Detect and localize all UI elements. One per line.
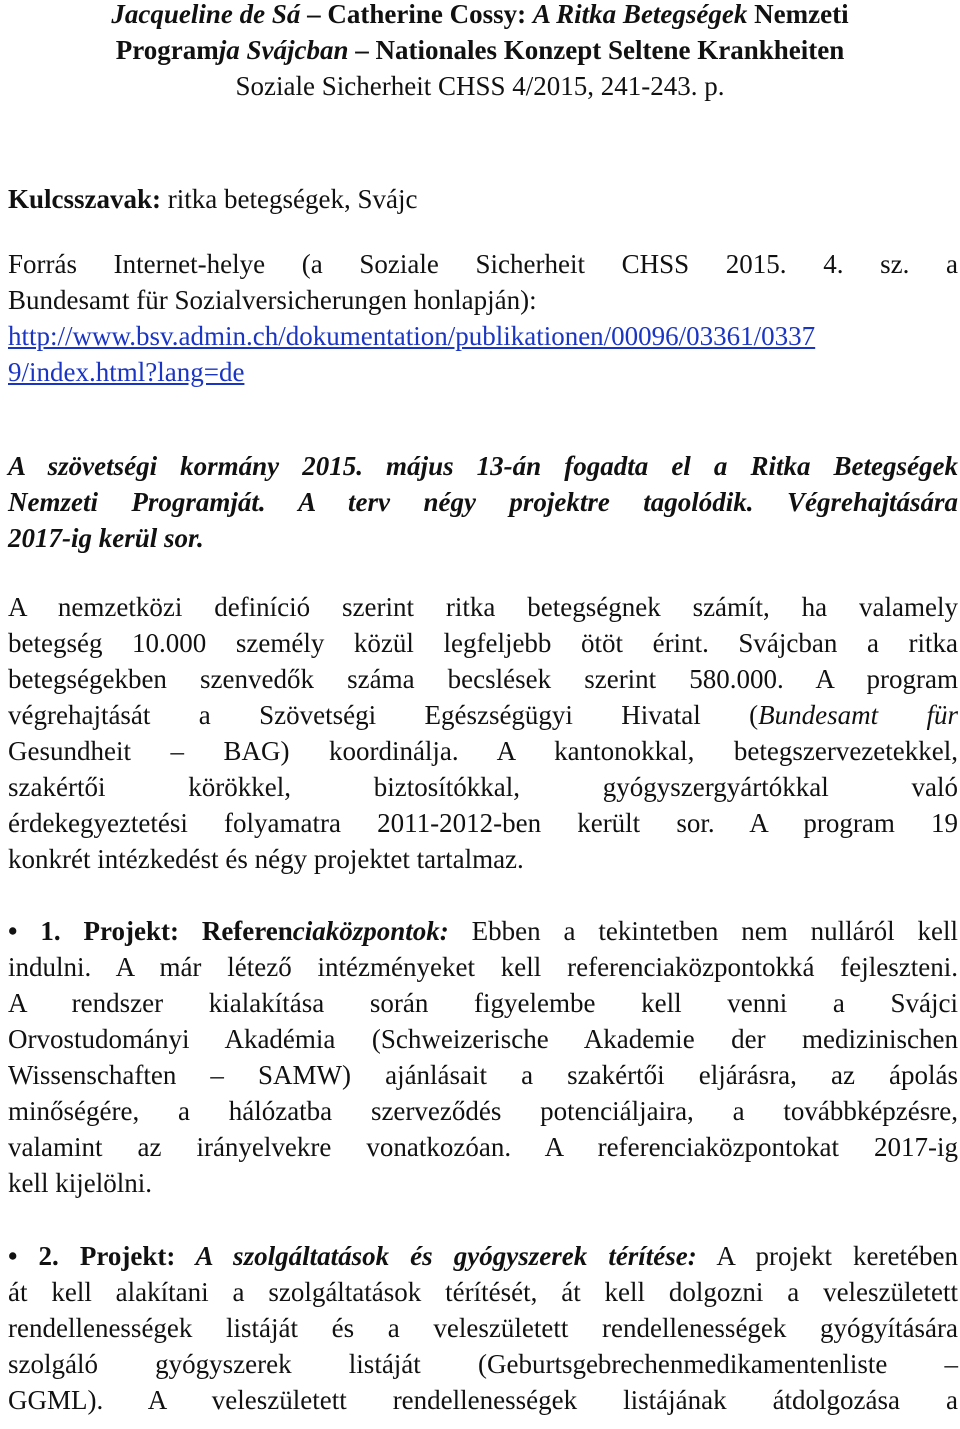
para1-line-4: [8, 697, 958, 733]
project1-label-italic: ciaközpontok:: [292, 916, 449, 946]
para1-line-6: szakértői körökkel, biztosítókkal, gyógyszergyártókkal való: [8, 772, 958, 802]
para1-line-1: A nemzetközi definíció szerint ritka betegségnek számít, ha valamely: [8, 592, 958, 622]
project1-line-8: kell kijelölni.: [8, 1168, 152, 1198]
bullet-icon: •: [8, 1241, 18, 1271]
source-line-1: Forrás Internet-helye (a Soziale Sicherheit CHSS 2015. 4. sz. a: [8, 249, 958, 279]
project1-line-6: minőségére, a hálózatba szerveződés potenciáljaira, a továbbképzésre,: [8, 1096, 958, 1126]
source-url-line-1[interactable]: http://www.bsv.admin.ch/dokumentation/publikationen/00096/03361/0337: [8, 321, 816, 351]
project1-line-4: Orvostudományi Akadémia (Schweizerische Akademie der medizinischen: [8, 1024, 958, 1054]
title-part-a: Program: [115, 35, 219, 65]
para1-line-3: betegségekben szenvedők száma becslések szerint 580.000. A program: [8, 664, 958, 694]
source-line-2: Bundesamt für Sozialversicherungen honlapján):: [8, 285, 537, 315]
para1-line-2: betegség 10.000 személy közül legfeljebb ötöt érint. Svájcban a ritka: [8, 628, 958, 658]
citation-line-1: [0, 0, 960, 32]
para1-line-8: konkrét intézkedést és négy projektet tartalmaz.: [8, 844, 524, 874]
project1-line-3: A rendszer kialakítása során figyelembe kell venni a Svájci: [8, 988, 958, 1018]
project2-line-1: [8, 1238, 958, 1274]
article-title-rest: Nemzeti: [747, 0, 849, 29]
project2-line-2: át kell alakítani a szolgáltatások térítését, át kell dolgozni a veleszületett: [8, 1277, 958, 1307]
author-2: Catherine Cossy:: [327, 0, 533, 29]
project1-line-5: Wissenschaften – SAMW) ajánlásait a szakértői eljárásra, az ápolás: [8, 1060, 958, 1090]
author-1: Jacqueline de Sá: [111, 0, 301, 29]
lead-line-2: Nemzeti Programját. A terv négy projektre tagolódik. Végrehajtására: [8, 487, 958, 517]
project1-line-7: valamint az irányelvekre vonatkozóan. A referenciaközpontokat 2017-ig: [8, 1132, 958, 1162]
keywords-label: Kulcsszavak:: [8, 184, 162, 214]
bullet-icon: •: [8, 916, 18, 946]
para1-line-7: érdekegyeztetési folyamatra 2011-2012-ben került sor. A program 19: [8, 808, 958, 838]
lead-line-3: 2017-ig kerül sor.: [8, 523, 204, 553]
title-part-b: ja Svájcban: [218, 35, 349, 65]
keywords: [8, 181, 958, 217]
keywords-value: ritka betegségek, Svájc: [161, 184, 418, 214]
project2-label: 2. Projekt:: [17, 1241, 176, 1271]
author-dash: –: [300, 0, 328, 29]
para1-line-4-italic: Bundesamt für: [758, 700, 958, 730]
project2-line-5: GGML). A veleszületett rendellenességek listájának átdolgozása a: [8, 1385, 958, 1415]
project2-line-3: rendellenességek listáját és a veleszületett rendellenességek gyógyítására: [8, 1313, 958, 1343]
para1-line-5: Gesundheit – BAG) koordinálja. A kantonokkal, betegszervezetekkel,: [8, 736, 958, 766]
project2-line-4: szolgáló gyógyszerek listáját (Geburtsgebrechenmedikamentenliste –: [8, 1349, 958, 1379]
source-url-line-2[interactable]: 9/index.html?lang=de: [8, 357, 245, 387]
citation-line-2: [0, 32, 960, 68]
lead-line-1: A szövetségi kormány 2015. május 13-án fogadta el a Ritka Betegségek: [8, 451, 958, 481]
para1-line-4-text: végrehajtását a Szövetségi Egészségügyi Hivatal (: [8, 700, 759, 730]
project2-line-1-rest: A projekt keretében: [696, 1241, 958, 1271]
citation-line-3: Soziale Sicherheit CHSS 4/2015, 241-243. p.: [235, 71, 725, 101]
article-title-italic: A Ritka Betegségek: [532, 0, 748, 29]
project1-line-1: [8, 913, 958, 949]
title-part-c: – Nationales Konzept Seltene Krankheiten: [348, 35, 845, 65]
project2-label-italic: A szolgáltatások és gyógyszerek térítése:: [175, 1241, 697, 1271]
project1-line-2: indulni. A már létező intézményeket kell referenciaközpontokká fejleszteni.: [8, 952, 958, 982]
project1-label: 1. Projekt: Referen: [17, 916, 293, 946]
project1-line-1-rest: Ebben a tekintetben nem nulláról kell: [448, 916, 958, 946]
